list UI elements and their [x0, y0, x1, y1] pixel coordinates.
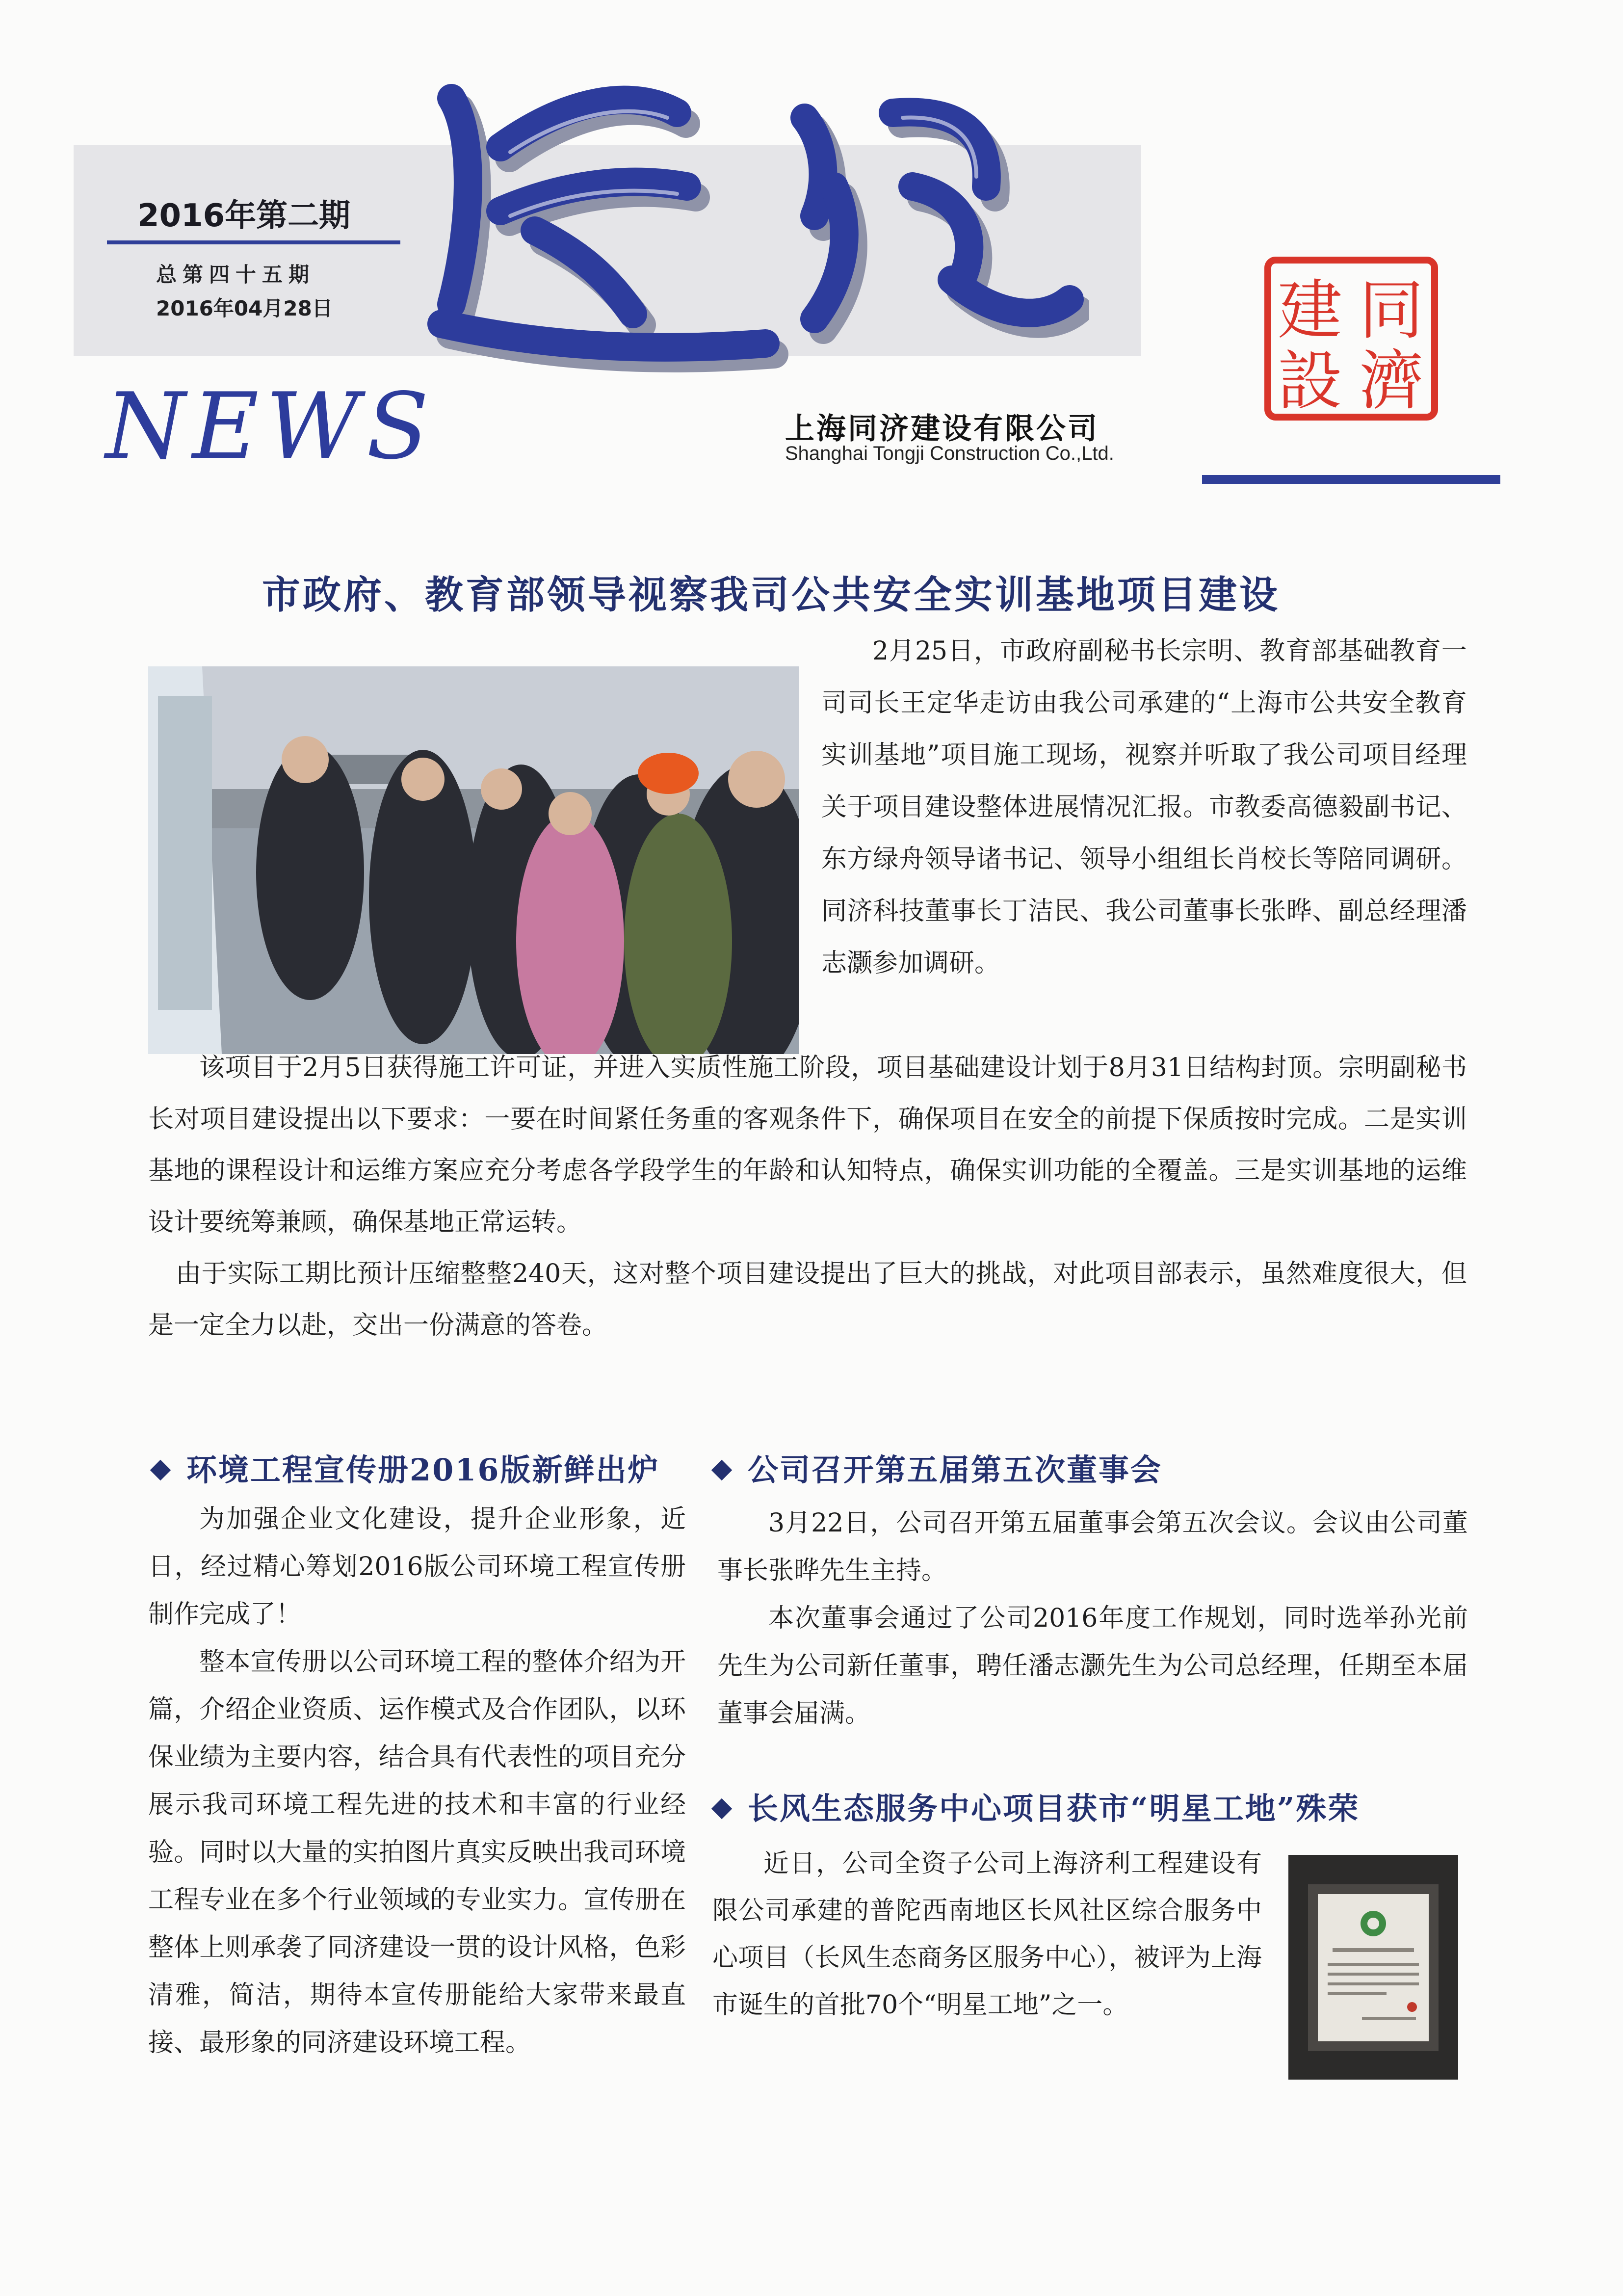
calligraphy-title-logo: [422, 69, 1089, 383]
masthead-divider: [1202, 475, 1500, 484]
company-name-en: Shanghai Tongji Construction Co.,Ltd.: [785, 443, 1114, 464]
lead-paragraph-3: 由于实际工期比预计压缩整整240天，这对整个项目建设提出了巨大的挑战，对此项目部表示，虽然难度很大，但是一定全力以赴，交出一份满意的答卷。: [148, 1259, 1467, 1340]
seal-char-jian: 建: [1278, 273, 1342, 348]
award-plaque-photo: [1288, 1855, 1458, 2080]
lead-paragraph-2: 该项目于2月5日获得施工许可证，并进入实质性施工阶段，项目基础建设计划于8月31日结构封顶。宗明副秘书长对项目建设提出以下要求：一要在时间紧任务重的客观条件下，确保项目在安全的前提下保质按时完成。二是实训基地的课程设计和运维方案应充分考虑各学段学生的年龄和认知特点，确保实训功能的全覆盖。三是实训基地的运维设计要统筹兼顾，确保基地正常运转。: [148, 1053, 1467, 1237]
tongji-seal-logo: [1263, 255, 1440, 422]
env-article-title: 环境工程宣传册2016版新鲜出炉: [186, 1452, 660, 1488]
site-visit-photo: [148, 666, 799, 1054]
diamond-bullet-icon: [711, 1460, 732, 1480]
seal-char-ji: 濟: [1359, 343, 1424, 419]
total-issue-number: 总第四十五期: [156, 263, 315, 287]
issue-date: 2016年04月28日: [156, 296, 333, 320]
changfeng-article-title: 长风生态服务中心项目获市“明星工地”殊荣: [748, 1791, 1360, 1826]
changfeng-article-heading: [709, 1784, 1360, 1828]
lead-article-body: [148, 1042, 1467, 1351]
env-article-body: [148, 1496, 686, 2067]
seal-char-she: 設: [1278, 343, 1342, 419]
seal-char-tong: 同: [1359, 273, 1424, 348]
issue-divider: [107, 240, 400, 244]
changfeng-article-body: [712, 1840, 1262, 2029]
board-paragraph-1: 3月22日，公司召开第五届董事会第五次会议。会议由公司董事长张晔先生主持。: [717, 1508, 1468, 1585]
board-article-body: [717, 1500, 1468, 1738]
env-paragraph-2: 整本宣传册以公司环境工程的整体介绍为开篇，介绍企业资质、运作模式及合作团队，以环保业绩为主要内容，结合具有代表性的项目充分展示我司环境工程先进的技术和丰富的行业经验。同时以大量的实拍图片真实反映出我司环境工程专业在多个行业领域的专业实力。宣传册在整体上则承袭了同济建设一贯的设计风格，色彩清雅，简洁，期待本宣传册能给大家带来最直接、最形象的同济建设环境工程。: [148, 1647, 686, 2058]
board-article-heading: [709, 1446, 1162, 1489]
lead-article-column: [821, 625, 1467, 989]
lead-headline: 市政府、教育部领导视察我司公共安全实训基地项目建设: [262, 573, 1281, 617]
env-paragraph-1: 为加强企业文化建设，提升企业形象，近日，经过精心筹划2016版公司环境工程宣传册制作完成了！: [148, 1504, 686, 1629]
issue-number: 2016年第二期: [137, 198, 351, 234]
board-paragraph-2: 本次董事会通过了公司2016年度工作规划，同时选举孙光前先生为公司新任董事，聘任潘志灏先生为公司总经理，任期至本届董事会届满。: [717, 1604, 1468, 1728]
news-wordmark: NEWS: [105, 373, 436, 479]
lead-paragraph-1: 2月25日，市政府副秘书长宗明、教育部基础教育一司司长王定华走访由我公司承建的“上海市公共安全教育实训基地”项目施工现场，视察并听取了我公司项目经理关于项目建设整体进展情况汇报。市教委高德毅副书记、东方绿舟领导诸书记、领导小组组长肖校长等陪同调研。同济科技董事长丁洁民、我公司董事长张晔、副总经理潘志灏参加调研。: [821, 636, 1467, 978]
changfeng-paragraph-1: 近日，公司全资子公司上海济利工程建设有限公司承建的普陀西南地区长风社区综合服务中心项目（长风生态商务区服务中心），被评为上海市诞生的首批70个“明星工地”之一。: [712, 1849, 1262, 2020]
diamond-bullet-icon: [150, 1460, 171, 1480]
env-article-heading: [148, 1446, 660, 1489]
diamond-bullet-icon: [711, 1798, 732, 1819]
company-name-cn: 上海同济建设有限公司: [785, 412, 1099, 446]
board-article-title: 公司召开第五届第五次董事会: [748, 1452, 1163, 1488]
